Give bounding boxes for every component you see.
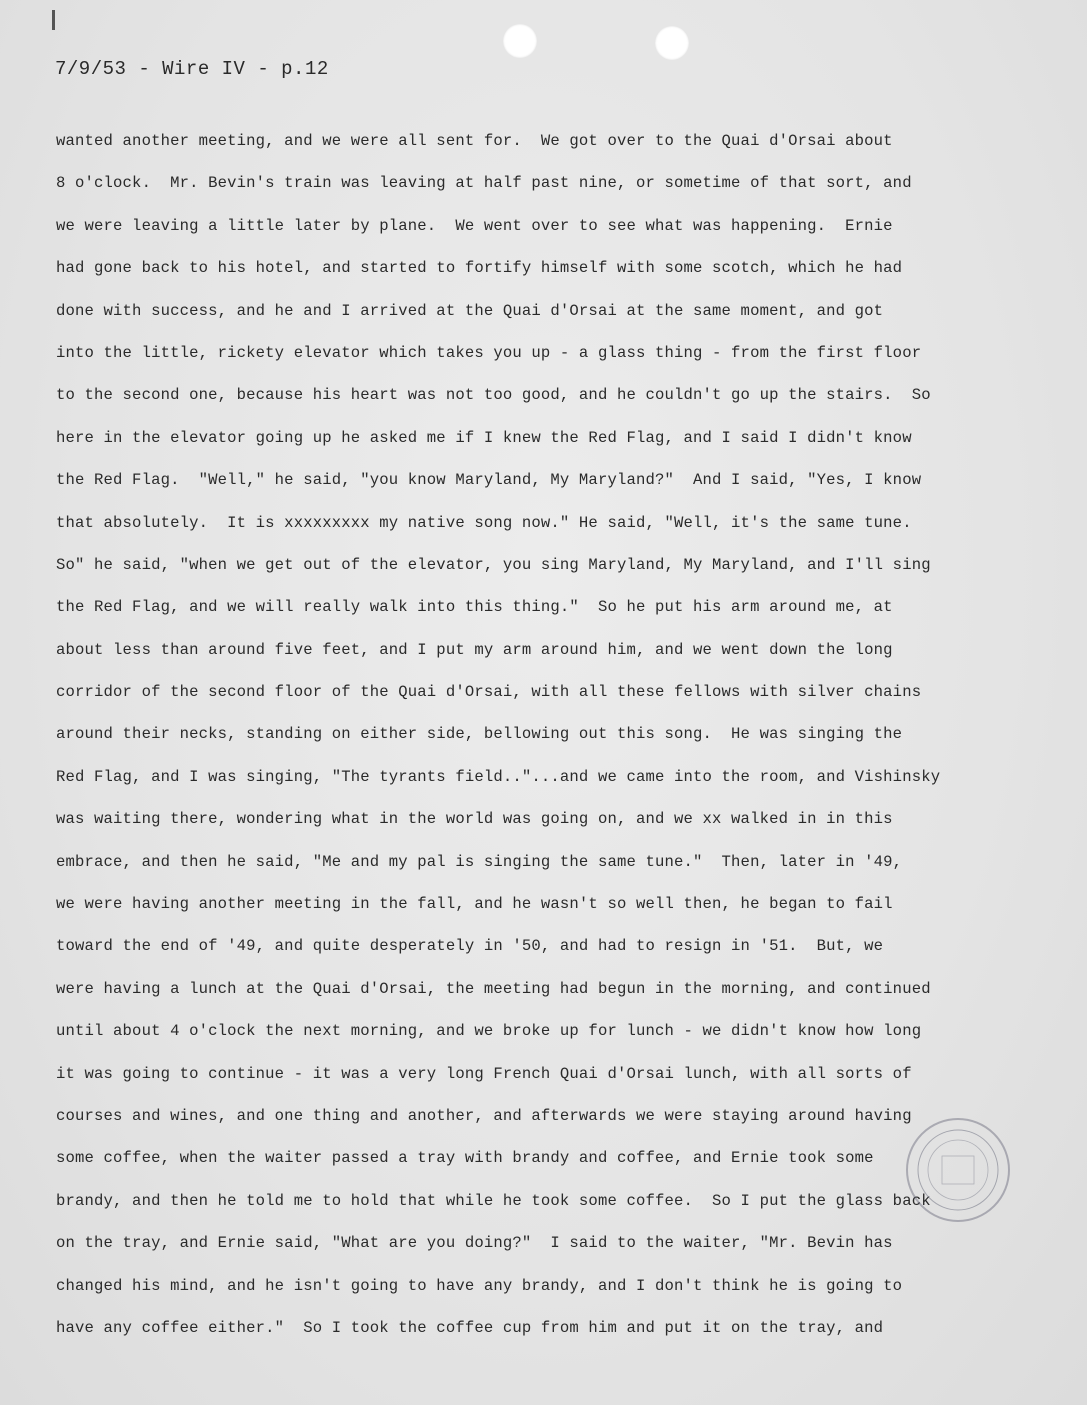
text-line: to the second one, because his heart was not too good, and he couldn't go up the stairs. So	[56, 386, 931, 405]
text-line: the Red Flag, and we will really walk into this thing." So he put his arm around me, at	[56, 598, 893, 617]
text-line: here in the elevator going up he asked me if I knew the Red Flag, and I said I didn't know	[56, 428, 912, 447]
punch-hole-right	[655, 26, 689, 60]
text-line: some coffee, when the waiter passed a tray with brandy and coffee, and Ernie took some	[56, 1149, 874, 1168]
text-line: was waiting there, wondering what in the world was going on, and we xx walked in in this	[56, 810, 893, 829]
archive-stamp-graphic	[908, 1120, 1008, 1220]
text-line: that absolutely. It is xxxxxxxxx my native song now." He said, "Well, it's the same tune.	[56, 513, 912, 532]
text-line: it was going to continue - it was a very long French Quai d'Orsai lunch, with all sorts of	[56, 1064, 912, 1083]
text-line: into the little, rickety elevator which takes you up - a glass thing - from the first floor	[56, 343, 922, 362]
text-line: on the tray, and Ernie said, "What are you doing?" I said to the waiter, "Mr. Bevin has	[56, 1234, 893, 1253]
text-line: until about 4 o'clock the next morning, and we broke up for lunch - we didn't know how long	[56, 1022, 922, 1041]
punch-hole-left	[503, 24, 537, 58]
text-line: changed his mind, and he isn't going to have any brandy, and I don't think he is going to	[56, 1276, 903, 1295]
page-header: 7/9/53 - Wire IV - p.12	[55, 58, 329, 80]
edge-mark	[52, 10, 55, 30]
text-line: embrace, and then he said, "Me and my pal is singing the same tune." Then, later in '49,	[56, 852, 903, 871]
text-line: brandy, and then he told me to hold that while he took some coffee. So I put the glass back	[56, 1191, 931, 1210]
text-line: around their necks, standing on either side, bellowing out this song. He was singing the	[56, 725, 903, 744]
text-line: the Red Flag. "Well," he said, "you know Maryland, My Maryland?" And I said, "Yes, I know	[56, 471, 922, 490]
text-line: 8 o'clock. Mr. Bevin's train was leaving at half past nine, or sometime of that sort, and	[56, 174, 912, 193]
text-line: about less than around five feet, and I put my arm around him, and we went down the long	[56, 640, 893, 659]
text-line: we were having another meeting in the fall, and he wasn't so well then, he began to fail	[56, 895, 893, 914]
text-line: courses and wines, and one thing and another, and afterwards we were staying around having	[56, 1106, 912, 1125]
text-line: were having a lunch at the Quai d'Orsai, the meeting had begun in the morning, and continued	[56, 979, 931, 998]
text-line: So" he said, "when we get out of the elevator, you sing Maryland, My Maryland, and I'll sing	[56, 555, 931, 574]
text-line: toward the end of '49, and quite desperately in '50, and had to resign in '51. But, we	[56, 937, 884, 956]
text-line: corridor of the second floor of the Quai d'Orsai, with all these fellows with silver chains	[56, 683, 922, 702]
text-line: we were leaving a little later by plane. We went over to see what was happening. Ernie	[56, 216, 893, 235]
text-line: Red Flag, and I was singing, "The tyrants field.."...and we came into the room, and Vishinsky	[56, 767, 941, 786]
text-line: wanted another meeting, and we were all sent for. We got over to the Quai d'Orsai about	[56, 132, 893, 150]
archive-stamp	[906, 1118, 1010, 1222]
text-line: had gone back to his hotel, and started to fortify himself with some scotch, which he had	[56, 259, 903, 278]
text-line: done with success, and he and I arrived at the Quai d'Orsai at the same moment, and got	[56, 301, 884, 320]
text-line: have any coffee either." So I took the coffee cup from him and put it on the tray, and	[56, 1318, 884, 1337]
